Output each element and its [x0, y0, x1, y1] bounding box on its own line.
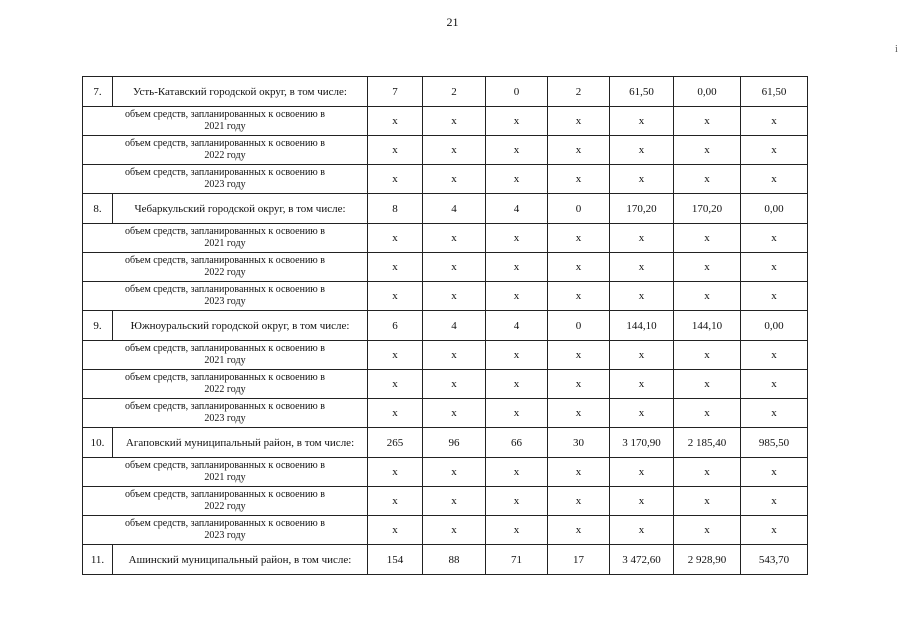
placeholder-cell: x	[368, 516, 423, 545]
placeholder-cell: x	[741, 341, 808, 370]
value-cell: 2 928,90	[674, 545, 741, 575]
placeholder-cell: x	[674, 487, 741, 516]
page-number: 21	[446, 15, 459, 29]
year-label-line: объем средств, запланированных к освоению в	[125, 489, 325, 500]
placeholder-cell: x	[610, 370, 674, 399]
row-number: 8.	[83, 194, 113, 224]
placeholder-cell: x	[423, 165, 486, 194]
placeholder-cell: x	[741, 458, 808, 487]
placeholder-cell: x	[486, 165, 548, 194]
year-subrow	[83, 341, 808, 370]
placeholder-cell: x	[368, 253, 423, 282]
municipality-row	[83, 428, 808, 458]
placeholder-cell: x	[610, 516, 674, 545]
placeholder-cell: x	[368, 165, 423, 194]
placeholder-cell: x	[674, 399, 741, 428]
year-label-line: объем средств, запланированных к освоению в	[125, 518, 325, 529]
placeholder-cell: x	[368, 370, 423, 399]
value-cell: 4	[486, 194, 548, 224]
placeholder-cell: x	[423, 487, 486, 516]
placeholder-cell: x	[486, 458, 548, 487]
placeholder-cell: x	[610, 487, 674, 516]
value-cell: 144,10	[674, 311, 741, 341]
municipality-row	[83, 545, 808, 575]
municipality-name: Чебаркульский городской округ, в том числе:	[113, 194, 368, 224]
year-label	[83, 458, 368, 487]
year-label	[83, 282, 368, 311]
value-cell: 0	[486, 77, 548, 107]
year-label-line: 2023 году	[204, 296, 246, 307]
placeholder-cell: x	[741, 224, 808, 253]
value-cell: 543,70	[741, 545, 808, 575]
placeholder-cell: x	[423, 107, 486, 136]
year-label-line: объем средств, запланированных к освоению в	[125, 460, 325, 471]
placeholder-cell: x	[741, 165, 808, 194]
year-label-line: 2022 году	[204, 267, 246, 278]
placeholder-cell: x	[423, 458, 486, 487]
year-label-line: 2021 году	[204, 472, 246, 483]
placeholder-cell: x	[548, 224, 610, 253]
placeholder-cell: x	[548, 516, 610, 545]
placeholder-cell: x	[486, 487, 548, 516]
year-label	[83, 107, 368, 136]
placeholder-cell: x	[610, 136, 674, 165]
placeholder-cell: x	[548, 107, 610, 136]
placeholder-cell: x	[486, 516, 548, 545]
year-label	[83, 399, 368, 428]
year-subrow	[83, 165, 808, 194]
placeholder-cell: x	[548, 341, 610, 370]
value-cell: 144,10	[610, 311, 674, 341]
value-cell: 4	[423, 311, 486, 341]
year-subrow	[83, 516, 808, 545]
municipality-row	[83, 194, 808, 224]
year-label-line: 2023 году	[204, 530, 246, 541]
value-cell: 170,20	[610, 194, 674, 224]
row-number: 9.	[83, 311, 113, 341]
placeholder-cell: x	[548, 370, 610, 399]
row-number: 7.	[83, 77, 113, 107]
municipality-row	[83, 311, 808, 341]
placeholder-cell: x	[610, 399, 674, 428]
municipality-name: Агаповский муниципальный район, в том числе:	[113, 428, 368, 458]
value-cell: 30	[548, 428, 610, 458]
placeholder-cell: x	[674, 253, 741, 282]
placeholder-cell: x	[674, 136, 741, 165]
value-cell: 71	[486, 545, 548, 575]
municipality-row	[83, 77, 808, 107]
placeholder-cell: x	[486, 136, 548, 165]
year-subrow	[83, 370, 808, 399]
placeholder-cell: x	[486, 370, 548, 399]
year-label-line: 2023 году	[204, 179, 246, 190]
year-label	[83, 516, 368, 545]
year-label-line: объем средств, запланированных к освоению в	[125, 401, 325, 412]
year-label-line: объем средств, запланированных к освоению в	[125, 138, 325, 149]
value-cell: 8	[368, 194, 423, 224]
placeholder-cell: x	[674, 341, 741, 370]
placeholder-cell: x	[486, 399, 548, 428]
placeholder-cell: x	[548, 487, 610, 516]
placeholder-cell: x	[674, 282, 741, 311]
year-label-line: объем средств, запланированных к освоению в	[125, 343, 325, 354]
placeholder-cell: x	[674, 516, 741, 545]
placeholder-cell: x	[423, 136, 486, 165]
placeholder-cell: x	[548, 458, 610, 487]
placeholder-cell: x	[423, 282, 486, 311]
row-number: 10.	[83, 428, 113, 458]
value-cell: 66	[486, 428, 548, 458]
placeholder-cell: x	[423, 341, 486, 370]
row-number: 11.	[83, 545, 113, 575]
placeholder-cell: x	[610, 107, 674, 136]
year-subrow	[83, 458, 808, 487]
value-cell: 6	[368, 311, 423, 341]
placeholder-cell: x	[610, 458, 674, 487]
placeholder-cell: x	[548, 253, 610, 282]
value-cell: 2 185,40	[674, 428, 741, 458]
year-label-line: объем средств, запланированных к освоению в	[125, 167, 325, 178]
placeholder-cell: x	[368, 458, 423, 487]
placeholder-cell: x	[548, 282, 610, 311]
value-cell: 2	[548, 77, 610, 107]
value-cell: 4	[423, 194, 486, 224]
value-cell: 2	[423, 77, 486, 107]
placeholder-cell: x	[368, 399, 423, 428]
margin-mark: i	[895, 44, 898, 55]
placeholder-cell: x	[610, 341, 674, 370]
year-label-line: 2021 году	[204, 355, 246, 366]
value-cell: 0,00	[674, 77, 741, 107]
value-cell: 7	[368, 77, 423, 107]
placeholder-cell: x	[486, 282, 548, 311]
placeholder-cell: x	[486, 107, 548, 136]
year-subrow	[83, 282, 808, 311]
year-label-line: объем средств, запланированных к освоению в	[125, 226, 325, 237]
year-label	[83, 253, 368, 282]
value-cell: 0	[548, 311, 610, 341]
year-label-line: 2022 году	[204, 384, 246, 395]
value-cell: 265	[368, 428, 423, 458]
placeholder-cell: x	[423, 370, 486, 399]
year-subrow	[83, 487, 808, 516]
value-cell: 61,50	[610, 77, 674, 107]
year-subrow	[83, 399, 808, 428]
placeholder-cell: x	[548, 136, 610, 165]
year-label-line: 2023 году	[204, 413, 246, 424]
placeholder-cell: x	[368, 224, 423, 253]
placeholder-cell: x	[368, 282, 423, 311]
year-subrow	[83, 136, 808, 165]
placeholder-cell: x	[423, 516, 486, 545]
municipality-name: Усть-Катавский городской округ, в том числе:	[113, 77, 368, 107]
year-label-line: 2022 году	[204, 150, 246, 161]
placeholder-cell: x	[423, 224, 486, 253]
placeholder-cell: x	[741, 282, 808, 311]
value-cell: 0,00	[741, 311, 808, 341]
value-cell: 985,50	[741, 428, 808, 458]
placeholder-cell: x	[741, 516, 808, 545]
placeholder-cell: x	[423, 253, 486, 282]
placeholder-cell: x	[368, 341, 423, 370]
placeholder-cell: x	[423, 399, 486, 428]
year-subrow	[83, 253, 808, 282]
value-cell: 4	[486, 311, 548, 341]
value-cell: 3 472,60	[610, 545, 674, 575]
value-cell: 0,00	[741, 194, 808, 224]
value-cell: 61,50	[741, 77, 808, 107]
year-label	[83, 224, 368, 253]
year-label-line: объем средств, запланированных к освоению в	[125, 255, 325, 266]
placeholder-cell: x	[741, 136, 808, 165]
year-label-line: 2022 году	[204, 501, 246, 512]
year-subrow	[83, 224, 808, 253]
placeholder-cell: x	[674, 458, 741, 487]
year-subrow	[83, 107, 808, 136]
placeholder-cell: x	[368, 487, 423, 516]
year-label-line: 2021 году	[204, 238, 246, 249]
placeholder-cell: x	[486, 341, 548, 370]
placeholder-cell: x	[741, 487, 808, 516]
placeholder-cell: x	[368, 136, 423, 165]
value-cell: 88	[423, 545, 486, 575]
municipality-name: Южноуральский городской округ, в том числе:	[113, 311, 368, 341]
placeholder-cell: x	[674, 107, 741, 136]
placeholder-cell: x	[486, 224, 548, 253]
placeholder-cell: x	[741, 370, 808, 399]
municipality-name: Ашинский муниципальный район, в том числе:	[113, 545, 368, 575]
placeholder-cell: x	[548, 399, 610, 428]
value-cell: 17	[548, 545, 610, 575]
data-table	[82, 76, 808, 575]
year-label	[83, 487, 368, 516]
year-label-line: объем средств, запланированных к освоению в	[125, 372, 325, 383]
year-label-line: объем средств, запланированных к освоению в	[125, 109, 325, 120]
value-cell: 170,20	[674, 194, 741, 224]
placeholder-cell: x	[741, 399, 808, 428]
value-cell: 96	[423, 428, 486, 458]
placeholder-cell: x	[610, 282, 674, 311]
placeholder-cell: x	[610, 253, 674, 282]
placeholder-cell: x	[610, 224, 674, 253]
placeholder-cell: x	[486, 253, 548, 282]
placeholder-cell: x	[674, 370, 741, 399]
value-cell: 0	[548, 194, 610, 224]
placeholder-cell: x	[368, 107, 423, 136]
placeholder-cell: x	[674, 165, 741, 194]
placeholder-cell: x	[610, 165, 674, 194]
year-label	[83, 341, 368, 370]
placeholder-cell: x	[548, 165, 610, 194]
placeholder-cell: x	[674, 224, 741, 253]
placeholder-cell: x	[741, 107, 808, 136]
placeholder-cell: x	[741, 253, 808, 282]
year-label	[83, 370, 368, 399]
year-label	[83, 136, 368, 165]
value-cell: 154	[368, 545, 423, 575]
year-label	[83, 165, 368, 194]
year-label-line: 2021 году	[204, 121, 246, 132]
year-label-line: объем средств, запланированных к освоению в	[125, 284, 325, 295]
value-cell: 3 170,90	[610, 428, 674, 458]
